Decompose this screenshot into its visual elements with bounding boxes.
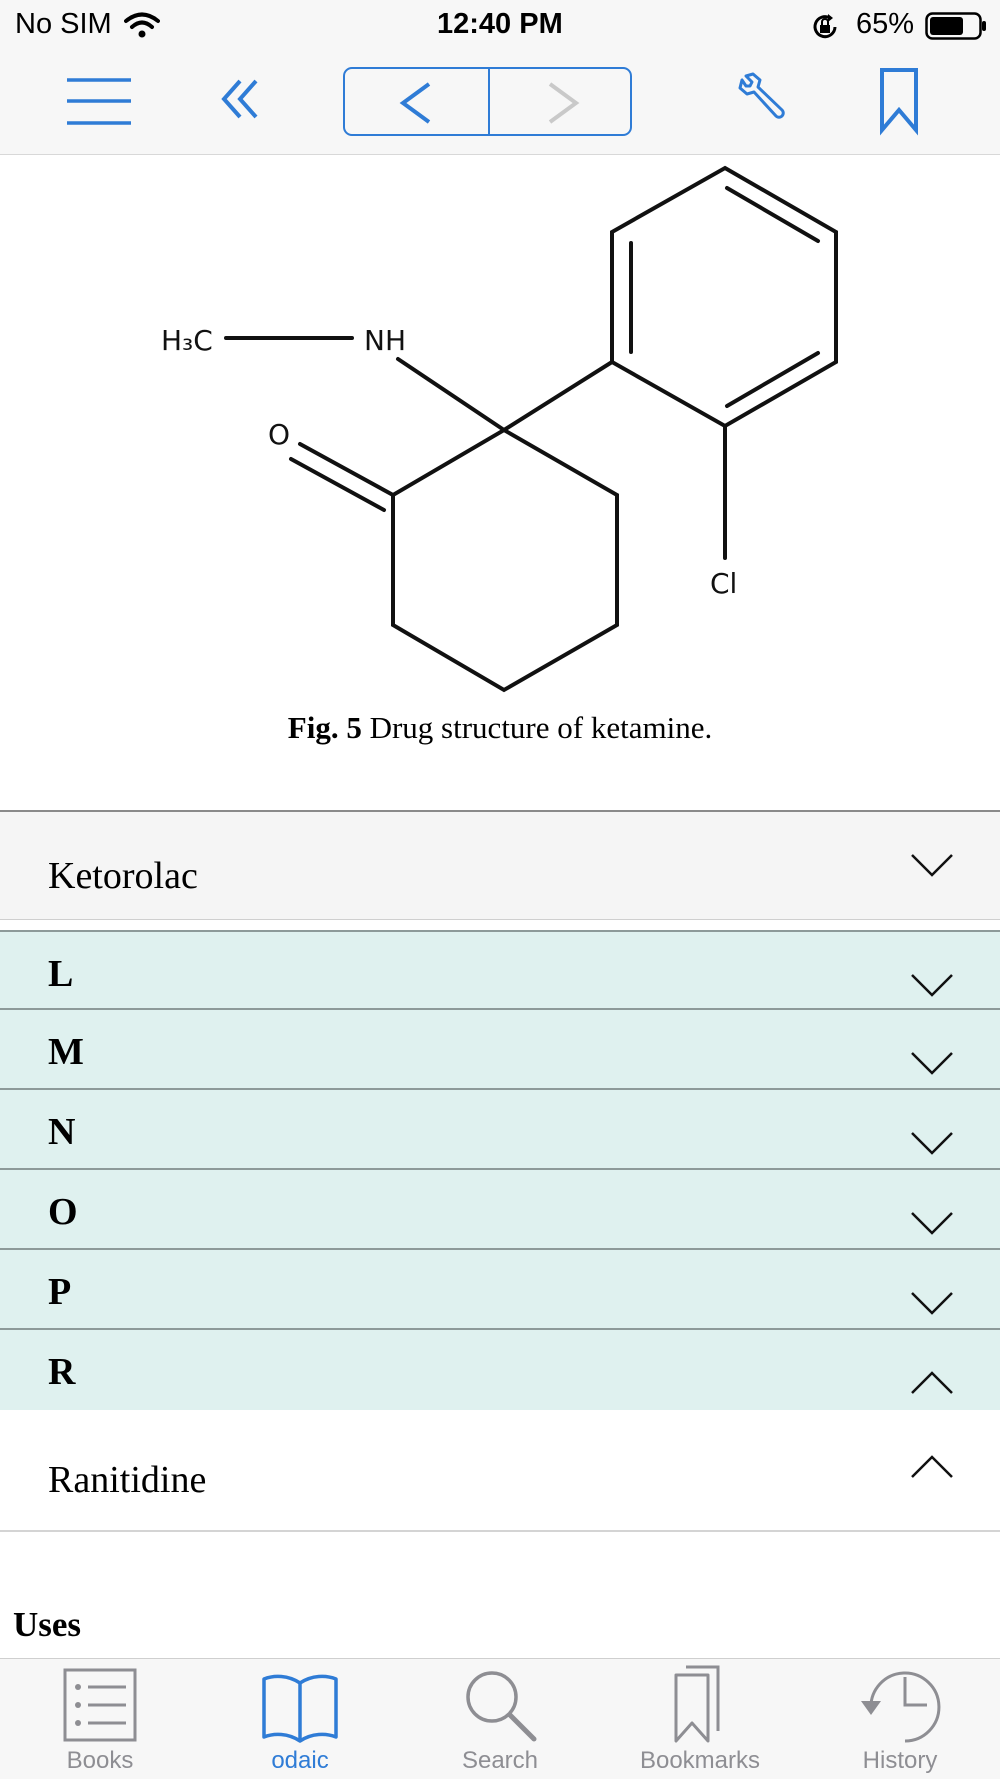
bookmark-icon[interactable] xyxy=(878,66,922,138)
drug-label-ketorolac: Ketorolac xyxy=(48,855,198,897)
section-row-p[interactable] xyxy=(0,1250,1000,1330)
chevron-down-icon xyxy=(910,1130,954,1156)
bottom-tab-bar xyxy=(0,1658,1000,1779)
menu-icon[interactable] xyxy=(65,74,135,130)
orientation-lock-icon xyxy=(810,12,840,42)
tab-label-history: History xyxy=(862,1747,938,1774)
section-letter-p: P xyxy=(48,1271,72,1313)
chevron-up-icon xyxy=(910,1454,954,1480)
chevron-down-icon xyxy=(910,1290,954,1316)
tab-label-search: Search xyxy=(461,1747,539,1774)
ketamine-structure-figure xyxy=(0,155,1000,810)
chevron-down-icon xyxy=(910,852,954,878)
page-nav-segmented-control xyxy=(343,67,632,136)
chevron-down-icon xyxy=(910,1210,954,1236)
carrier-label: No SIM xyxy=(15,8,112,40)
search-icon xyxy=(460,1665,540,1745)
tab-label-odaic: odaic xyxy=(271,1747,329,1774)
list-icon xyxy=(60,1665,140,1745)
section-letter-l: L xyxy=(48,953,74,995)
drug-row-ranitidine[interactable] xyxy=(0,1410,1000,1532)
tab-bookmarks[interactable] xyxy=(600,1659,800,1779)
status-bar xyxy=(0,0,1000,54)
open-book-icon xyxy=(258,1665,342,1745)
drug-label-ranitidine: Ranitidine xyxy=(48,1459,207,1501)
clock: 12:40 PM xyxy=(437,8,563,40)
bookmarks-icon xyxy=(660,1665,740,1745)
chlorine-label: Cl xyxy=(710,567,738,600)
double-chevron-left-icon[interactable] xyxy=(218,77,264,123)
wifi-icon xyxy=(124,11,160,39)
history-icon xyxy=(857,1665,943,1745)
figure-caption-label: Fig. 5 xyxy=(287,710,362,745)
tab-label-books: Books xyxy=(66,1747,134,1774)
chevron-down-icon xyxy=(910,1050,954,1076)
ketamine-molecule-diagram xyxy=(0,155,1000,695)
section-row-r[interactable] xyxy=(0,1330,1000,1410)
methyl-label: H₃C xyxy=(161,324,213,357)
tab-books[interactable] xyxy=(0,1659,200,1779)
chevron-left-icon xyxy=(397,81,437,125)
drug-row-ketorolac[interactable] xyxy=(0,810,1000,920)
uses-heading: Uses xyxy=(13,1605,82,1644)
section-row-n[interactable] xyxy=(0,1090,1000,1170)
tab-history[interactable] xyxy=(800,1659,1000,1779)
section-row-m[interactable] xyxy=(0,1010,1000,1090)
reader-content xyxy=(0,155,1000,1658)
amine-label: NH xyxy=(364,324,406,357)
section-letter-m: M xyxy=(48,1031,84,1073)
chevron-down-icon xyxy=(910,972,954,998)
tab-odaic[interactable] xyxy=(200,1659,400,1779)
wrench-icon[interactable] xyxy=(732,72,786,126)
top-toolbar xyxy=(0,54,1000,155)
tab-search[interactable] xyxy=(400,1659,600,1779)
section-row-o[interactable] xyxy=(0,1170,1000,1250)
figure-caption xyxy=(0,710,1000,746)
tab-label-bookmarks: Bookmarks xyxy=(639,1747,761,1774)
figure-caption-text: Drug structure of ketamine. xyxy=(369,710,713,745)
previous-page-button[interactable] xyxy=(345,69,488,134)
chevron-up-icon xyxy=(910,1370,954,1396)
battery-icon xyxy=(925,12,987,40)
section-letter-o: O xyxy=(48,1191,78,1233)
chevron-right-icon xyxy=(542,81,582,125)
oxygen-label: O xyxy=(268,418,291,451)
next-page-button[interactable] xyxy=(490,69,632,134)
section-letter-n: N xyxy=(48,1111,76,1153)
section-row-l[interactable] xyxy=(0,930,1000,1010)
battery-percent: 65% xyxy=(856,8,915,40)
section-letter-r: R xyxy=(48,1351,76,1393)
